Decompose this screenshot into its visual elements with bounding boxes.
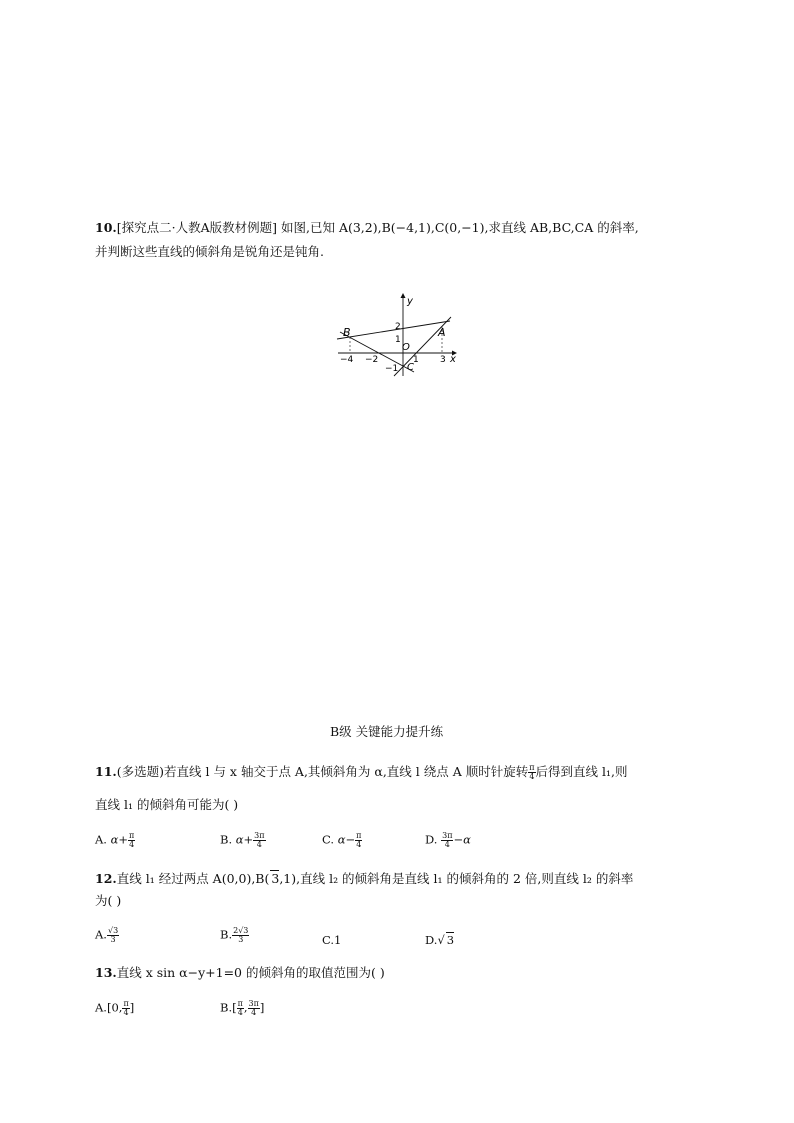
q11-line1	[95, 764, 627, 781]
q10-number: 10.	[95, 220, 117, 235]
tick-3: 3	[440, 355, 446, 365]
q11-text-2: 直线 l₁ 的倾斜角可能为( )	[95, 797, 239, 812]
tick-neg2: −2	[365, 355, 379, 365]
label-b: B	[343, 326, 351, 339]
q12-line1	[95, 870, 633, 886]
q11-number: 11.	[95, 764, 117, 779]
q12-text-1-tail: ,1),直线 l₂ 的倾斜角是直线 l₁ 的倾斜角的 2 倍,则直线 l₂ 的斜率	[279, 871, 634, 886]
tick-y2: 2	[395, 322, 401, 332]
tick-1: 1	[413, 355, 419, 365]
q10-line1	[95, 220, 639, 235]
q10-line2	[95, 244, 324, 259]
q12-sqrt: 3	[271, 871, 280, 886]
q11-option-c[interactable]: C. α− $\frac{\pi}{4}$	[322, 831, 362, 849]
line-ab	[337, 321, 450, 339]
q10-text-1: 如图,已知 A(3,2),B(−4,1),C(0,−1),求直线 AB,BC,CA 的斜率,	[281, 220, 639, 235]
q11-option-b[interactable]: B. α+ $\frac{3\pi}{4}$	[220, 831, 265, 849]
q12-option-b[interactable]: B. $\frac{2√3}{3}$	[220, 926, 249, 944]
q12-text-1: 直线 l₁ 经过两点 A(0,0),B(	[116, 871, 270, 886]
y-axis-arrow	[401, 293, 406, 298]
q12-line2	[95, 893, 121, 908]
q13-text-1: 直线 x sin α−y+1=0 的倾斜角的取值范围为( )	[116, 965, 385, 980]
label-c: C	[407, 362, 414, 373]
q13-option-a[interactable]: A.[0, $\frac{\pi}{4}$ ]	[95, 999, 135, 1017]
tick-y1: 1	[395, 335, 401, 345]
q11-option-d[interactable]: D. $\frac{3\pi}{4}$ −α	[425, 831, 471, 849]
q11-line2	[95, 797, 238, 812]
q13-line1	[95, 965, 385, 980]
tick-yneg1: −1	[385, 364, 399, 374]
q12-option-a[interactable]: A. $\frac{√3}{3}$	[95, 926, 119, 944]
q10-text-2: 并判断这些直线的倾斜角是锐角还是钝角.	[95, 244, 324, 259]
q12-option-d[interactable]: D.√ 3	[425, 933, 455, 947]
label-o: O	[402, 342, 410, 353]
q11-option-a[interactable]: A. α+ $\frac{\pi}{4}$	[95, 831, 135, 849]
q13-option-b[interactable]: B.[ $\frac{\pi}{4}$ , $\frac{3\pi}{4}$ ]	[220, 999, 265, 1017]
q12-number: 12.	[95, 871, 117, 886]
label-x: x	[450, 354, 456, 365]
section-title: B级 关键能力提升练	[330, 724, 444, 739]
tick-neg4: −4	[340, 355, 354, 365]
q11-text-1-tail: 后得到直线 l₁,则	[535, 764, 628, 779]
label-a: A	[438, 326, 446, 339]
coordinate-figure	[334, 292, 464, 377]
q10-tag: [探究点二·人教A版教材例题]	[116, 220, 278, 235]
q12-text-2: 为( )	[95, 893, 122, 908]
label-y: y	[407, 296, 413, 307]
q12-option-c[interactable]: C.1	[322, 933, 342, 947]
q11-fraction: $\frac{\pi}{4}$	[529, 763, 535, 781]
q11-text-1: (多选题)若直线 l 与 x 轴交于点 A,其倾斜角为 α,直线 l 绕点 A 顺时针旋转	[116, 764, 529, 779]
q13-number: 13.	[95, 965, 117, 980]
